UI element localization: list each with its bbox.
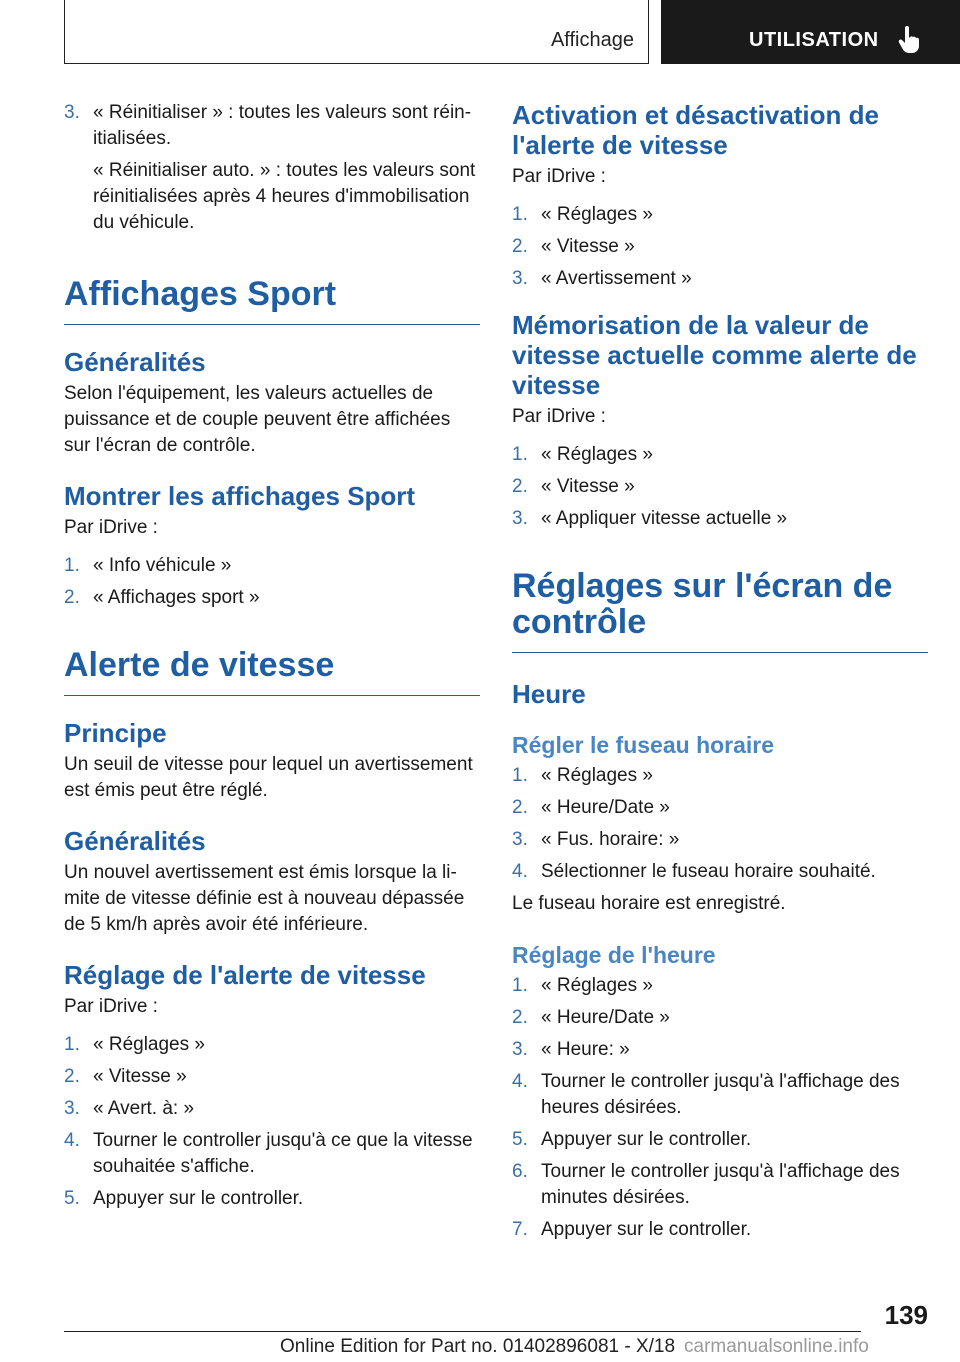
step-number: 4. — [64, 1130, 80, 1151]
step-text-line: Tourner le controller jusqu'à l'affichage des — [541, 1161, 900, 1182]
list-item — [512, 973, 928, 999]
note-line: « Réinitialiser auto. » : toutes les valeurs sont — [93, 160, 476, 181]
step-text: « Réglages » — [93, 1034, 205, 1055]
paragraph-note: Le fuseau horaire est enregistré. — [512, 893, 786, 914]
step-text-line: itialisées. — [93, 128, 172, 149]
step-text: « Vitesse » — [541, 476, 635, 497]
step-number: 2. — [512, 797, 528, 818]
step-number: 2. — [512, 1007, 528, 1028]
heading-reglage-heure: Réglage de l'heure — [512, 942, 716, 968]
step-text: « Réglages » — [541, 444, 653, 465]
paragraph-intro: Par iDrive : — [64, 517, 158, 538]
list-item — [512, 1159, 928, 1211]
step-text — [93, 100, 480, 152]
step-text: « Avert. à: » — [93, 1098, 195, 1119]
list-item — [64, 1186, 480, 1212]
step-number: 3. — [512, 829, 528, 850]
note-line: du véhicule. — [93, 212, 195, 233]
step-text: « Vitesse » — [93, 1066, 187, 1087]
paragraph-intro: Par iDrive : — [512, 166, 606, 187]
step-text-line: Tourner le controller jusqu'à ce que la vitesse — [93, 1130, 473, 1151]
list-item — [64, 100, 480, 152]
paragraph-line: Un nouvel avertissement est émis lorsque la li‐ — [64, 862, 457, 883]
heading-line: Activation et désactivation de — [512, 100, 879, 130]
heading-line: vitesse — [512, 370, 601, 400]
list-item — [512, 827, 928, 853]
right-column — [512, 100, 928, 1249]
step-text — [541, 1159, 928, 1211]
paragraph-line: mite de vitesse définie est à nouveau dépassée — [64, 888, 465, 909]
step-number: 5. — [64, 1188, 80, 1209]
step-number: 3. — [64, 1098, 80, 1119]
list-item — [512, 1069, 928, 1121]
step-number: 2. — [64, 1066, 80, 1087]
list-item — [64, 585, 480, 611]
step-number: 1. — [512, 765, 528, 786]
step-text: Appuyer sur le controller. — [541, 1219, 752, 1240]
heading-memorisation — [512, 310, 928, 400]
step-text: Appuyer sur le controller. — [541, 1129, 752, 1150]
list-item — [512, 1037, 928, 1063]
step-number: 3. — [512, 1039, 528, 1060]
paragraph-intro: Par iDrive : — [512, 406, 606, 427]
header-chapter-tab — [661, 0, 960, 64]
step-number: 4. — [512, 1071, 528, 1092]
list-item — [64, 553, 480, 579]
list-item — [512, 234, 928, 260]
step-text — [541, 1069, 928, 1121]
step-text: « Avertissement » — [541, 268, 692, 289]
step-number: 4. — [512, 861, 528, 882]
page-number: 139 — [884, 1300, 928, 1330]
step-text: « Heure/Date » — [541, 1007, 670, 1028]
heading-line: vitesse actuelle comme alerte de — [512, 340, 917, 370]
step-text-line: « Réinitialiser » : toutes les valeurs sont réin‐ — [93, 102, 472, 123]
step-text: « Réglages » — [541, 765, 653, 786]
heading-fuseau-horaire: Régler le fuseau horaire — [512, 732, 775, 758]
step-text: Appuyer sur le controller. — [93, 1188, 304, 1209]
list-item — [512, 442, 928, 468]
header-section-title: Affichage — [550, 29, 634, 51]
heading-line: l'alerte de vitesse — [512, 130, 728, 160]
list-item — [512, 763, 928, 789]
step-text: « Heure: » — [541, 1039, 630, 1060]
heading-line: Mémorisation de la valeur de — [512, 310, 869, 340]
step-text: « Appliquer vitesse actuelle » — [541, 508, 788, 529]
step-text: « Info véhicule » — [93, 555, 232, 576]
header-chapter-label: UTILISATION — [749, 29, 879, 51]
title-line: Réglages sur l'écran de — [512, 567, 893, 605]
list-item — [64, 1032, 480, 1058]
heading-generalites: Généralités — [64, 347, 206, 377]
heading-heure: Heure — [512, 679, 586, 709]
paragraph-line: de 5 km/h après avoir été inférieure. — [64, 914, 369, 935]
step-number: 2. — [64, 587, 80, 608]
paragraph-line: Un seuil de vitesse pour lequel un avertissement — [64, 754, 473, 775]
step-text-line: Tourner le controller jusqu'à l'affichage des — [541, 1071, 900, 1092]
list-item — [512, 1005, 928, 1031]
list-item — [512, 795, 928, 821]
section-title-affichages-sport: Affichages Sport — [64, 276, 480, 325]
heading-generalites: Généralités — [64, 826, 206, 856]
paragraph — [64, 860, 480, 938]
paragraph — [64, 752, 480, 804]
header-section-box — [64, 0, 649, 64]
paragraph-line: Selon l'équipement, les valeurs actuelles de — [64, 383, 434, 404]
heading-montrer-sport: Montrer les affichages Sport — [64, 481, 416, 511]
hand-pointer-icon — [897, 26, 921, 54]
list-item — [512, 859, 928, 885]
list-item — [512, 202, 928, 228]
step-number: 1. — [64, 1034, 80, 1055]
step-text-line: souhaitée s'affiche. — [93, 1156, 255, 1177]
paragraph-line: est émis peut être réglé. — [64, 780, 268, 801]
footer-edition: Online Edition for Part no. 01402896081 - X/18 — [280, 1336, 676, 1357]
step-number: 7. — [512, 1219, 528, 1240]
list-item — [64, 1096, 480, 1122]
step-number: 1. — [512, 975, 528, 996]
heading-reglage-alerte: Réglage de l'alerte de vitesse — [64, 960, 426, 990]
list-item — [64, 1064, 480, 1090]
list-item — [512, 1127, 928, 1153]
step-number: 3. — [64, 102, 80, 123]
step-number: 1. — [64, 555, 80, 576]
left-column — [64, 100, 480, 1218]
step-text: « Vitesse » — [541, 236, 635, 257]
note-line: réinitialisées après 4 heures d'immobilisation — [93, 186, 470, 207]
step-number: 1. — [512, 204, 528, 225]
heading-activation — [512, 100, 928, 160]
list-item — [512, 1217, 928, 1243]
title-line: contrôle — [512, 603, 647, 641]
step-text — [93, 1128, 480, 1180]
paragraph-line: puissance et de couple peuvent être affichées — [64, 409, 451, 430]
step-number: 2. — [512, 476, 528, 497]
section-title-reglages-ecran — [512, 568, 928, 653]
section-title-alerte-vitesse: Alerte de vitesse — [64, 647, 480, 696]
step-text: « Réglages » — [541, 204, 653, 225]
step-number: 6. — [512, 1161, 528, 1182]
step-number: 2. — [512, 236, 528, 257]
step-text: « Fus. horaire: » — [541, 829, 680, 850]
step-number: 3. — [512, 508, 528, 529]
step-number: 5. — [512, 1129, 528, 1150]
step-text: Sélectionner le fuseau horaire souhaité. — [541, 861, 876, 882]
heading-principe: Principe — [64, 718, 167, 748]
paragraph-intro: Par iDrive : — [64, 996, 158, 1017]
step-text: « Réglages » — [541, 975, 653, 996]
list-item — [512, 506, 928, 532]
list-item — [64, 1128, 480, 1180]
step-number: 1. — [512, 444, 528, 465]
step-text: « Affichages sport » — [93, 587, 260, 608]
list-item — [512, 474, 928, 500]
paragraph-line: sur l'écran de contrôle. — [64, 435, 256, 456]
watermark: carmanualsonline.info — [684, 1336, 869, 1357]
step-number: 3. — [512, 268, 528, 289]
step-text-line: minutes désirées. — [541, 1187, 690, 1208]
step-text: « Heure/Date » — [541, 797, 670, 818]
step-text-line: heures désirées. — [541, 1097, 682, 1118]
list-item — [512, 266, 928, 292]
paragraph — [64, 381, 480, 459]
footer-divider — [64, 1331, 861, 1332]
step-note — [64, 158, 480, 236]
